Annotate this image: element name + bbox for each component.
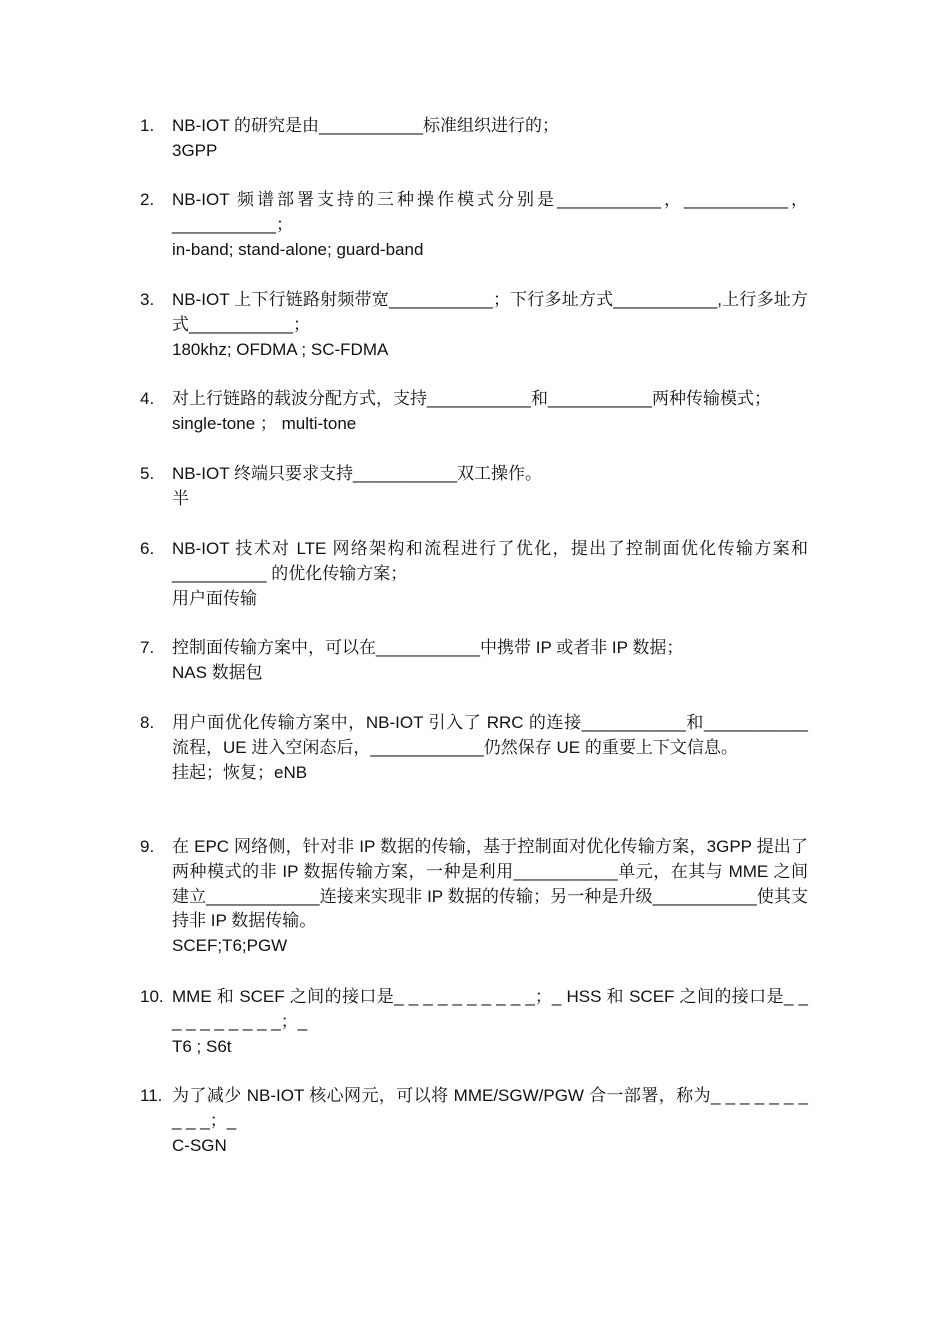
question-number: 8. bbox=[140, 713, 155, 732]
question-text: MME 和 SCEF 之间的接口是_ _ _ _ _ _ _ _ _ _；_ HSS 和 SCEF 之间的接口是_ _ _ _ _ _ _ _ _ _；_ bbox=[172, 987, 808, 1031]
question-answer: in-band; stand-alone; guard-band bbox=[172, 239, 424, 259]
question-item bbox=[140, 711, 808, 785]
question-item bbox=[140, 288, 808, 362]
question-item bbox=[140, 114, 808, 164]
question-number: 10. bbox=[140, 987, 164, 1006]
question-answer: 挂起；恢复；eNB bbox=[172, 762, 308, 782]
question-text: 用户面优化传输方案中，NB-IOT 引入了 RRC 的连接___________和___________流程，UE 进入空闲态后，____________仍然保存 UE 的重要上下文信息。 bbox=[172, 713, 808, 757]
question-text: 对上行链路的载波分配方式，支持___________和___________两种传输模式； bbox=[172, 389, 771, 408]
question-item bbox=[140, 188, 808, 262]
question-text: 为了减少 NB-IOT 核心网元，可以将 MME/SGW/PGW 合一部署，称为_ _ _ _ _ _ _ _ _ _；_ bbox=[172, 1086, 808, 1130]
question-answer: 3GPP bbox=[172, 140, 218, 160]
question-answer: 180khz; OFDMA ; SC-FDMA bbox=[172, 339, 389, 359]
question-text: 控制面传输方案中，可以在___________中携带 IP 或者非 IP 数据； bbox=[172, 638, 684, 657]
question-item bbox=[140, 387, 808, 437]
question-item bbox=[140, 636, 808, 686]
question-answer: T6 ; S6t bbox=[172, 1036, 232, 1056]
question-item bbox=[140, 985, 808, 1059]
question-item bbox=[140, 1084, 808, 1158]
question-number: 2. bbox=[140, 190, 155, 209]
question-number: 11. bbox=[140, 1086, 163, 1105]
question-number: 1. bbox=[140, 116, 155, 135]
question-item bbox=[140, 462, 808, 512]
question-text: NB-IOT 频谱部署支持的三种操作模式分别是___________，___________，___________； bbox=[172, 190, 808, 234]
question-item bbox=[140, 537, 808, 611]
question-text: NB-IOT 终端只要求支持___________双工操作。 bbox=[172, 464, 543, 483]
question-text: NB-IOT 上下行链路射频带宽___________；下行多址方式___________,上行多址方式___________； bbox=[172, 290, 808, 334]
question-number: 9. bbox=[140, 837, 155, 856]
question-number: 7. bbox=[140, 638, 155, 657]
question-answer: 半 bbox=[172, 488, 189, 508]
question-text: NB-IOT 的研究是由___________标准组织进行的； bbox=[172, 116, 560, 135]
question-text: NB-IOT 技术对 LTE 网络架构和流程进行了优化，提出了控制面优化传输方案和__________ 的优化传输方案； bbox=[172, 539, 808, 583]
question-answer: SCEF;T6;PGW bbox=[172, 936, 288, 956]
question-answer: NAS 数据包 bbox=[172, 662, 263, 682]
question-answer: C-SGN bbox=[172, 1135, 227, 1155]
question-number: 3. bbox=[140, 290, 155, 309]
question-number: 5. bbox=[140, 464, 155, 483]
question-text: 在 EPC 网络侧，针对非 IP 数据的传输，基于控制面对优化传输方案，3GPP 提出了两种模式的非 IP 数据传输方案，一种是利用___________单元，在其与 MME 之间建立____________连接来实现非 IP 数据的传输；另一种是升级___________使其支持非 IP 数据传输。 bbox=[172, 837, 808, 931]
question-number: 6. bbox=[140, 539, 155, 558]
question-number: 4. bbox=[140, 389, 155, 408]
question-answer: single-tone ； multi-tone bbox=[172, 413, 357, 433]
question-answer: 用户面传输 bbox=[172, 588, 257, 608]
question-item bbox=[140, 835, 808, 959]
